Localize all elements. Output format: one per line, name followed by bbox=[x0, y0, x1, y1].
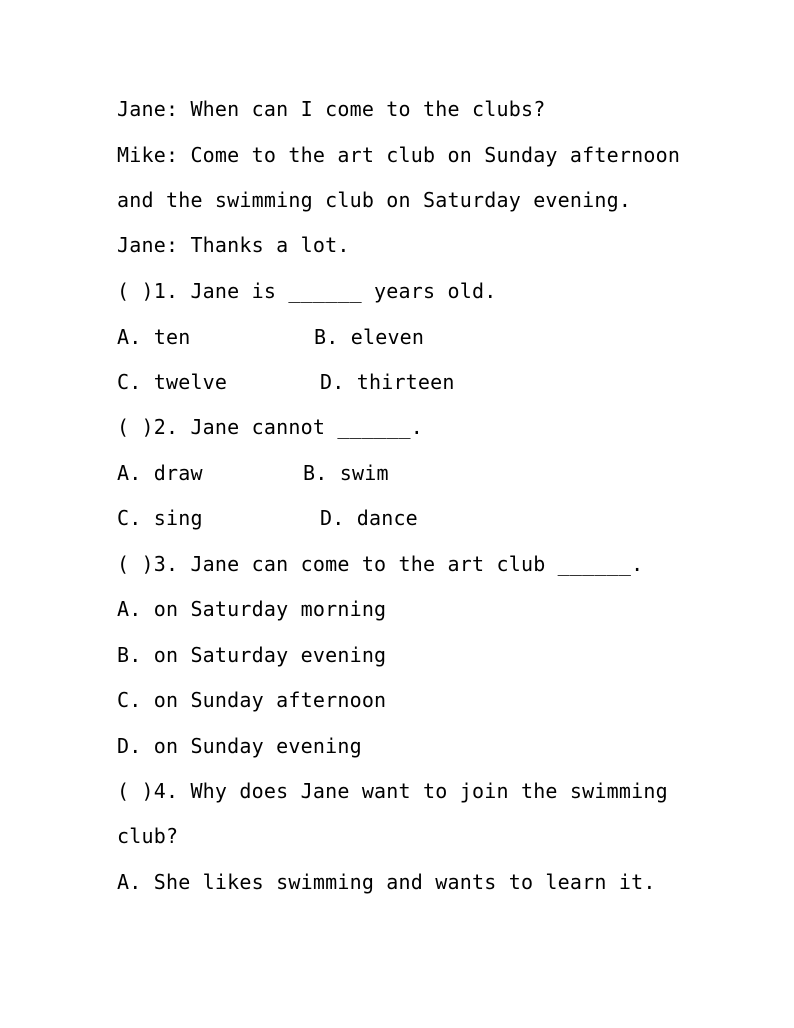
dialogue-line-4: Jane: Thanks a lot. bbox=[117, 233, 350, 257]
question-1-stem: ( )1. Jane is ______ years old. bbox=[117, 279, 497, 303]
question-4-option-a: A. She likes swimming and wants to learn it. bbox=[117, 870, 656, 894]
question-2-option-d: D. dance bbox=[320, 506, 418, 530]
question-2-option-c: C. sing bbox=[117, 506, 203, 530]
question-3-option-a: A. on Saturday morning bbox=[117, 597, 387, 621]
question-2-stem: ( )2. Jane cannot ______. bbox=[117, 415, 424, 439]
question-1-option-b: B. eleven bbox=[314, 325, 425, 349]
question-2-option-b: B. swim bbox=[303, 461, 389, 485]
question-4-stem-line-1: ( )4. Why does Jane want to join the swimming bbox=[117, 779, 668, 803]
dialogue-line-3: and the swimming club on Saturday evening. bbox=[117, 188, 632, 212]
question-1-option-c: C. twelve bbox=[117, 370, 228, 394]
question-1-option-a: A. ten bbox=[117, 325, 191, 349]
question-3-option-d: D. on Sunday evening bbox=[117, 734, 362, 758]
question-2-option-a: A. draw bbox=[117, 461, 203, 485]
dialogue-line-1: Jane: When can I come to the clubs? bbox=[117, 97, 546, 121]
question-4-stem-line-2: club? bbox=[117, 824, 179, 848]
question-3-option-c: C. on Sunday afternoon bbox=[117, 688, 387, 712]
dialogue-line-2: Mike: Come to the art club on Sunday afternoon bbox=[117, 143, 681, 167]
question-3-stem: ( )3. Jane can come to the art club ______. bbox=[117, 552, 644, 576]
question-3-option-b: B. on Saturday evening bbox=[117, 643, 387, 667]
question-1-option-d: D. thirteen bbox=[320, 370, 455, 394]
